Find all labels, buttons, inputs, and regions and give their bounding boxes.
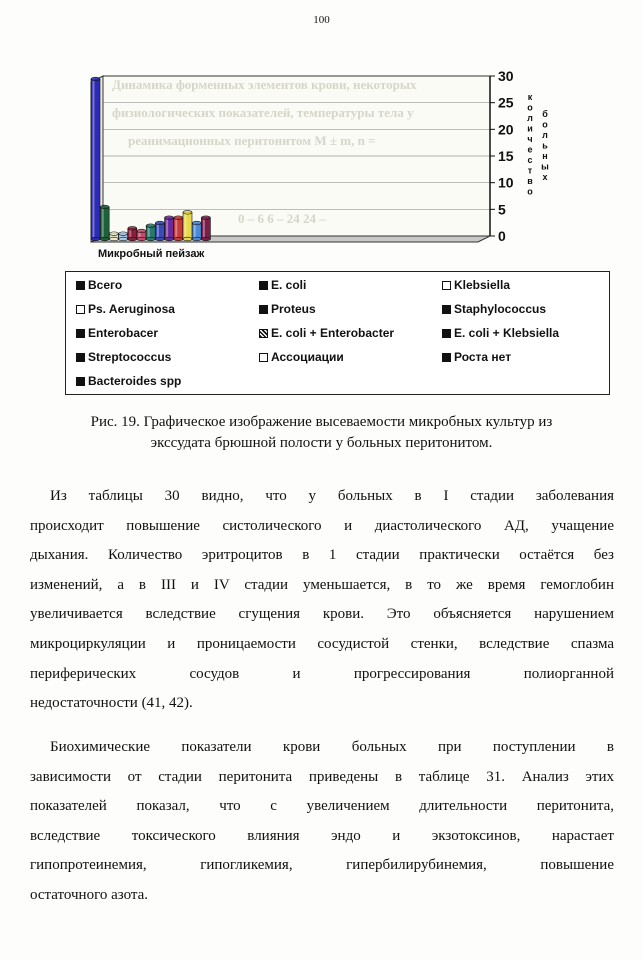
legend-item-2 [259,278,306,292]
legend-item-13 [76,374,181,388]
bar-highlight-11 [185,212,187,239]
legend-label-10: Streptococcus [88,350,172,364]
bar-body-2 [100,207,109,239]
bar-body-1 [91,79,100,239]
bar-chart [0,0,643,270]
ghost-text-1: Динамика форменных элементов крови, некоторых [112,77,417,92]
bar-body-11 [183,212,192,239]
bar-12 [192,221,201,241]
bar-2 [100,205,109,241]
caption-line-2: экссудата брюшной полости у больных перитонитом. [150,435,493,451]
legend-item-6 [442,302,546,316]
y-tick-label-25: 25 [498,94,514,111]
legend-label-11: Ассоциации [271,350,344,364]
bar-9 [165,216,174,241]
bar-bottom-2 [100,237,109,241]
bar-10 [174,216,183,241]
legend-label-3: Klebsiella [454,278,511,292]
bar-7 [146,224,155,241]
bar-bottom-1 [91,237,100,241]
legend-swatch-6 [442,305,451,314]
bar-body-8 [155,223,164,239]
bar-body-13 [201,218,210,239]
bar-body-10 [174,218,183,239]
bar-top-12 [192,221,201,225]
legend-item-3 [442,278,510,292]
x-axis-label: Микробный пейзаж [98,248,205,260]
legend-item-12 [442,350,511,364]
paragraph-1-line-5: увеличивается вследствие сгущения крови. Это объясняется нарушением [30,606,614,623]
bar-top-4 [119,232,128,236]
legend-label-13: Bacteroides spp [88,374,182,388]
bar-top-10 [174,216,183,220]
legend-swatch-5 [259,305,268,314]
y-tick-label-0: 0 [498,228,506,244]
legend-swatch-4 [76,305,85,314]
legend-swatch-2 [259,281,268,290]
paragraph-2-line-4: вследствие токсического влияния эндо и экзотоксинов, нарастает [30,827,614,844]
bar-highlight-13 [203,218,205,239]
legend-item-7 [76,326,158,340]
legend-item-8 [259,326,394,340]
legend-label-1: Всего [88,278,123,292]
y-axis-label-2: б о л ь н ы х [541,109,549,182]
ghost-text-3: реанимационных перитонитом М ± m, n = [128,133,376,148]
bar-highlight-9 [166,218,168,239]
legend-item-4 [76,302,175,316]
bar-top-1 [91,77,100,81]
bar-body-9 [165,218,174,239]
legend-swatch-10 [76,353,85,362]
bar-bottom-3 [109,237,118,241]
paragraph-2 [30,733,614,911]
bar-highlight-8 [157,223,159,239]
legend-item-11 [259,350,344,364]
bar-highlight-10 [175,218,177,239]
paragraph-1-line-8: недостаточности (41, 42). [30,695,193,712]
paragraph-1-line-3: дыхания. Количество эритроцитов в 1 стадии практически остаётся без [30,547,614,564]
bar-6 [137,229,146,241]
bar-highlight-12 [194,223,196,239]
y-tick-label-10: 10 [498,174,514,191]
bar-bottom-4 [119,237,128,241]
legend-item-1 [76,278,122,292]
bar-bottom-9 [165,237,174,241]
paragraph-2-line-3: показателей показал, что с увеличением длительности перитонита, [30,798,614,815]
paragraph-1-line-2: происходит повышение систолического и диастолического АД, учащение [30,517,614,534]
legend-label-8: E. coli + Enterobacter [271,326,395,340]
legend-label-7: Enterobacer [88,326,159,340]
legend-swatch-11 [259,353,268,362]
bar-top-6 [137,229,146,233]
bar-top-13 [201,216,210,220]
caption-line-1: Рис. 19. Графическое изображение высеваемости микробных культур из [90,414,553,430]
bar-bottom-10 [174,237,183,241]
bar-bottom-8 [155,237,164,241]
bar-bottom-13 [201,237,210,241]
bar-5 [128,227,137,241]
legend-swatch-12 [442,353,451,362]
bar-top-9 [165,216,174,220]
paragraph-1-line-7: периферических сосудов и прогрессирования полиорганной [30,665,614,682]
bar-top-11 [183,211,192,215]
paragraph-1-line-6: микроциркуляции и проницаемости сосудистой стенки, вследствие спазма [30,635,614,652]
y-tick-label-20: 20 [498,121,514,138]
bar-4 [119,232,128,241]
bar-bottom-5 [128,237,137,241]
bar-1 [91,77,100,241]
bar-top-2 [100,205,109,209]
bar-body-12 [192,223,201,239]
bar-bottom-11 [183,237,192,241]
legend-label-9: E. coli + Klebsiella [454,326,560,340]
bar-top-7 [146,224,155,228]
page-number: 100 [313,14,330,26]
figure-caption [30,412,613,454]
bar-highlight-1 [93,79,95,239]
bar-highlight-2 [102,207,104,239]
legend-swatch-7 [76,329,85,338]
bar-top-3 [109,232,118,236]
legend-label-6: Staphylococcus [454,302,547,316]
bar-3 [109,232,118,241]
paragraph-1-line-4: изменений, а в III и IV стадии уменьшается, в то же время гемоглобин [30,576,614,593]
y-tick-label-30: 30 [498,68,514,84]
bar-bottom-6 [137,237,146,241]
legend-swatch-8 [259,329,268,338]
bar-8 [155,221,164,241]
paragraph-2-line-1: Биохимические показатели крови больных при поступлении в [50,739,614,755]
y-tick-label-15: 15 [498,148,514,164]
bar-bottom-7 [146,237,155,241]
legend-item-9 [442,326,559,340]
paragraph-1-line-1: Из таблицы 30 видно, что у больных в I стадии заболевания [50,488,614,504]
legend-swatch-1 [76,281,85,290]
legend-label-2: E. coli [271,278,307,292]
paragraph-2-line-5: гипопротеинемия, гипогликемия, гипербилирубинемия, повышение [30,857,614,874]
paragraph-2-line-6: остаточного азота. [30,886,149,903]
bar-bottom-12 [192,237,201,241]
bar-13 [201,216,210,241]
legend-swatch-13 [76,377,85,386]
legend-item-5 [259,302,316,316]
y-axis-label-1: к о л и ч е с т в о [527,92,533,197]
legend-label-4: Ps. Aeruginosa [88,302,175,316]
legend-item-10 [76,350,171,364]
bar-top-5 [128,227,137,231]
bar-11 [183,211,192,241]
legend-label-12: Роста нет [454,350,512,364]
ghost-text-2: физиологических показателей, температуры тела у [112,105,414,120]
legend-swatch-3 [442,281,451,290]
chart-legend [65,271,610,395]
y-tick-label-5: 5 [498,201,506,218]
bar-top-8 [155,221,164,225]
ghost-text-4: 0 – 6 6 – 24 24 – [238,211,326,226]
paragraph-1 [30,482,614,719]
paragraph-2-line-2: зависимости от стадии перитонита приведены в таблице 31. Анализ этих [30,768,614,785]
legend-label-5: Proteus [271,302,316,316]
legend-swatch-9 [442,329,451,338]
